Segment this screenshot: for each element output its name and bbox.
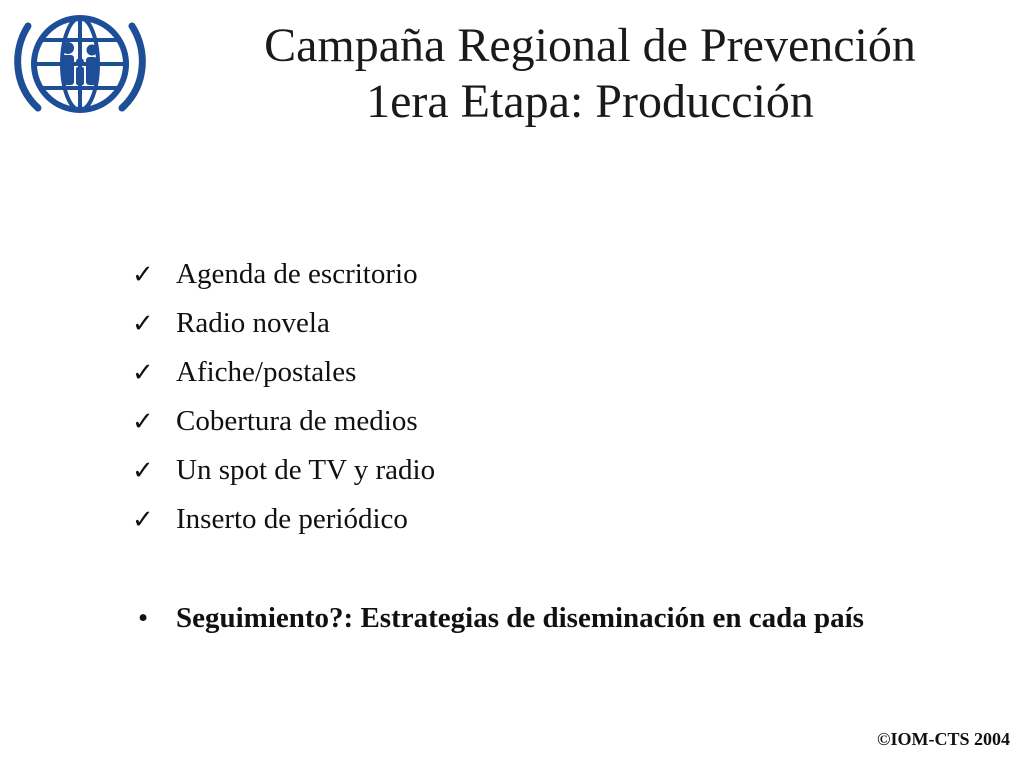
copyright-footer: ©IOM-CTS 2004 [877,729,1010,749]
checklist-item [132,397,892,446]
checklist-item [132,348,892,397]
checklist-item-label: Afiche/postales [176,356,357,388]
slide-title [180,18,1000,130]
checklist-item-label: Radio novela [176,307,330,339]
checklist-item [132,446,892,495]
checklist-item-label: Agenda de escritorio [176,258,418,290]
production-checklist [132,250,892,544]
slide-title-line-2: 1era Etapa: Producción [366,75,814,128]
checklist-item [132,299,892,348]
checkmark-icon: ✓ [132,259,154,290]
checkmark-icon: ✓ [132,406,154,437]
checkmark-icon: ✓ [132,357,154,388]
checkmark-icon: ✓ [132,455,154,486]
follow-up-text: Seguimiento?: Estrategias de diseminación en cada país [176,602,864,634]
checklist-item [132,250,892,299]
checklist-item-label: Inserto de periódico [176,503,408,535]
iom-globe-family-icon [8,6,148,118]
iom-logo [8,6,148,118]
checklist-item [132,495,892,544]
slide-title-line-1: Campaña Regional de Prevención [264,19,916,72]
checklist-item-label: Cobertura de medios [176,405,418,437]
follow-up-bullet [138,598,868,638]
checklist-item-label: Un spot de TV y radio [176,454,436,486]
checkmark-icon: ✓ [132,504,154,535]
bullet-icon: • [138,602,149,634]
checkmark-icon: ✓ [132,308,154,339]
